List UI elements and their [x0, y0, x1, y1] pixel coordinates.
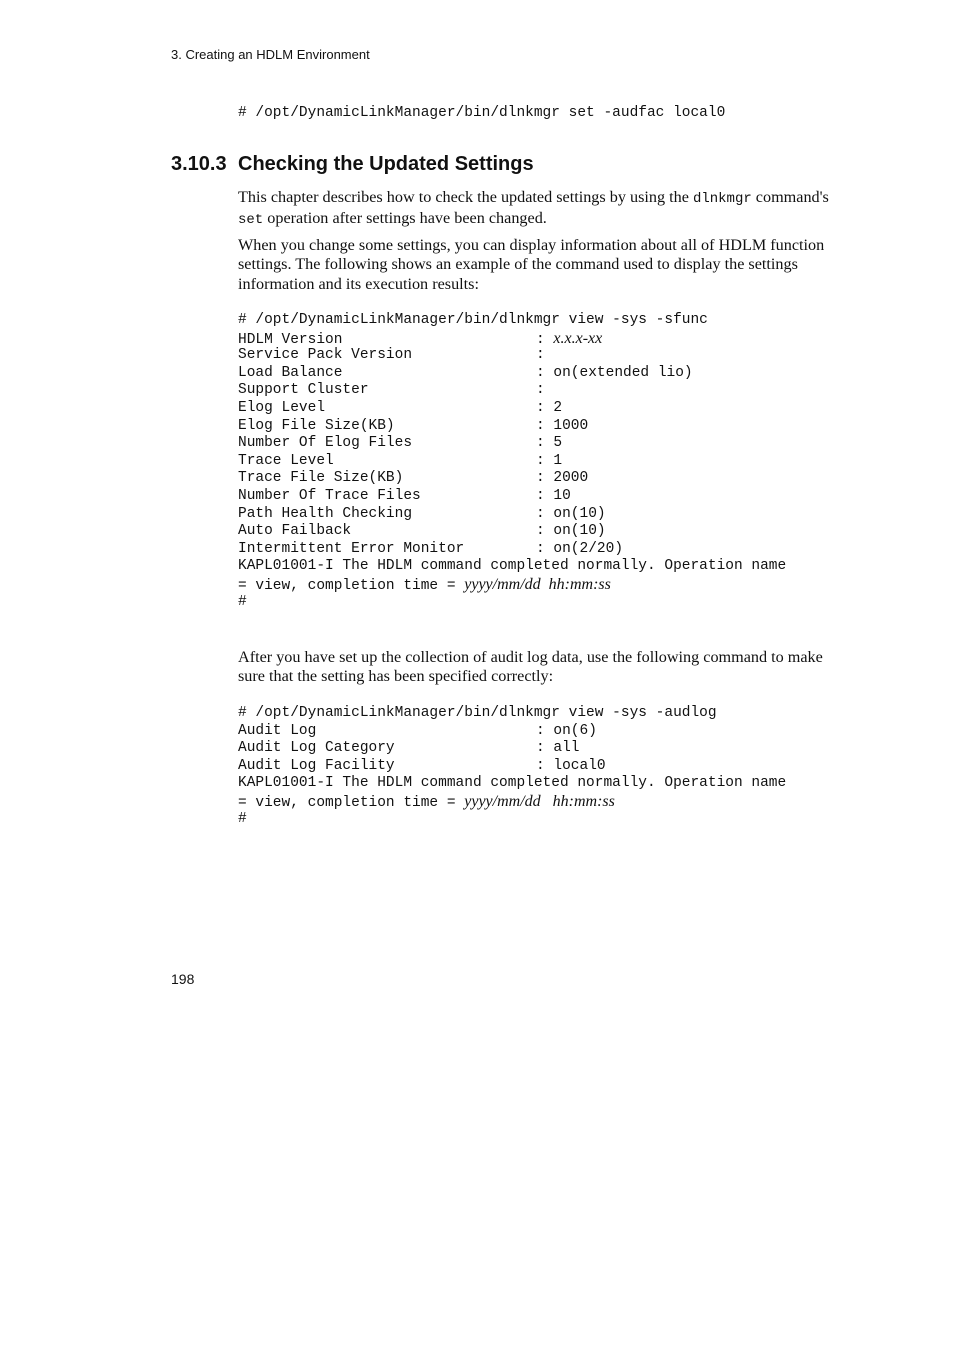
para1-text-c: operation after settings have been changed. — [263, 209, 547, 228]
top-command-line: # /opt/DynamicLinkManager/bin/dlnkmgr set -audfac local0 — [238, 105, 726, 121]
completion-time-line: = view, completion time = yyyy/mm/dd hh:mm:ss — [238, 792, 615, 811]
para1-text-a: This chapter describes how to check the updated settings by using the — [238, 188, 693, 206]
setting-row-auto-failback: Auto Failback : on(10) — [238, 523, 606, 540]
setting-row-intermittent-error-monitor: Intermittent Error Monitor : on(2/20) — [238, 540, 624, 557]
setting-row-service-pack-version: Service Pack Version : — [238, 347, 545, 364]
intro-paragraph — [238, 188, 842, 231]
running-head: 3. Creating an HDLM Environment — [171, 47, 370, 62]
setting-row-audit-log: Audit Log : on(6) — [238, 722, 597, 739]
setting-row-elog-file-size: Elog File Size(KB) : 1000 — [238, 417, 589, 434]
setting-row-number-of-trace-files: Number Of Trace Files : 10 — [238, 487, 571, 504]
sfunc-command-line: # /opt/DynamicLinkManager/bin/dlnkmgr view -sys -sfunc — [238, 312, 708, 328]
setting-row-trace-file-size: Trace File Size(KB) : 2000 — [238, 470, 589, 487]
setting-row-hdlm-version: HDLM Version : x.x.x-xx — [238, 329, 603, 348]
setting-row-audit-log-facility: Audit Log Facility : local0 — [238, 757, 606, 774]
section-title: Checking the Updated Settings — [238, 153, 534, 175]
command-name: dlnkmgr — [692, 191, 752, 207]
completion-time-line: = view, completion time = yyyy/mm/dd hh:mm:ss — [238, 575, 611, 594]
completion-time-placeholder: yyyy/mm/dd hh:mm:ss — [464, 792, 615, 810]
operation-name: set — [238, 212, 264, 229]
section-heading — [171, 153, 534, 176]
setting-row-trace-level: Trace Level : 1 — [238, 452, 563, 469]
setting-row-elog-level: Elog Level : 2 — [238, 399, 563, 416]
audlog-output-block — [238, 705, 786, 828]
completion-message: KAPL01001-I The HDLM command completed normally. Operation name — [238, 558, 787, 575]
setting-row-support-cluster: Support Cluster : — [238, 382, 545, 399]
audit-log-paragraph: After you have set up the collection of audit log data, use the following command to make sure that the setting has been specified correctly: — [238, 648, 823, 686]
para1-text-b: command's — [751, 188, 829, 206]
setting-row-load-balance: Load Balance : on(extended lio) — [238, 364, 693, 381]
sfunc-output-block — [238, 312, 786, 611]
settings-paragraph: When you change some settings, you can display information about all of HDLM function settings. The following shows an example of the command used to display the settings information and its execution results: — [238, 236, 825, 293]
shell-prompt: # — [238, 810, 247, 827]
audlog-command-line: # /opt/DynamicLinkManager/bin/dlnkmgr view -sys -audlog — [238, 705, 717, 721]
setting-row-path-health-checking: Path Health Checking : on(10) — [238, 505, 606, 522]
completion-time-placeholder: yyyy/mm/dd hh:mm:ss — [464, 575, 611, 593]
shell-prompt: # — [238, 593, 247, 610]
page-number: 198 — [171, 971, 195, 987]
setting-row-number-of-elog-files: Number Of Elog Files : 5 — [238, 435, 563, 452]
completion-message: KAPL01001-I The HDLM command completed normally. Operation name — [238, 775, 787, 792]
section-number: 3.10.3 — [171, 153, 227, 175]
setting-row-audit-log-category: Audit Log Category : all — [238, 740, 580, 757]
